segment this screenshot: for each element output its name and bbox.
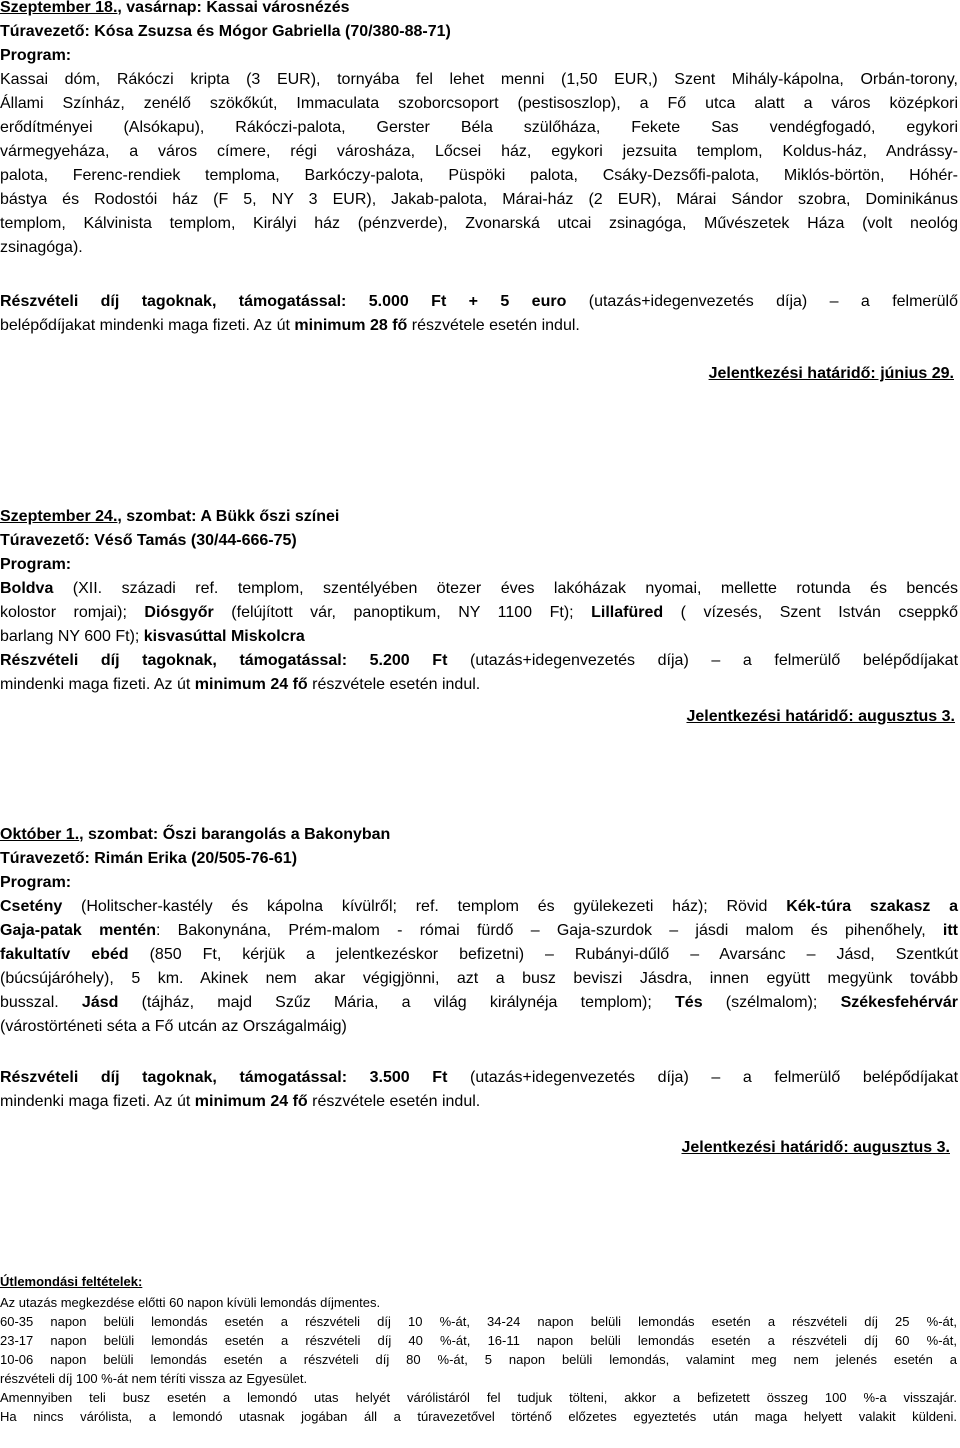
program-text: kolostor romjai); (0, 604, 145, 621)
program-text: (850 Ft, kérjük a jelentkezéskor befizetni) – Rubányi-dűlő – Avarsánc – Jásd, Szentkút (128, 946, 959, 963)
cancellation-line: 60-35 napon belüli lemondás esetén a részvételi díj 10 %-át, 34-24 napon belüli lemondás esetén a részvételi díj 25 %-át, (0, 1314, 957, 1329)
fee-label: Részvételi díj tagoknak, támogatással: 5.200 Ft (0, 652, 448, 669)
cancellation-line: 23-17 napon belüli lemondás esetén a részvételi díj 40 %-át, 16-11 napon belüli lemondás esetén a részvételi díj 60 %-át, (0, 1333, 957, 1348)
trip-1-fee (0, 290, 958, 338)
fee-text: belépődíjakat mindenki maga fizeti. Az út (0, 317, 295, 334)
place-name: Boldva (0, 580, 54, 597)
trip-2-deadline-row (0, 705, 955, 729)
program-line: zsinagóga). (0, 239, 83, 256)
trip-title (0, 0, 958, 20)
program-text: (Holitscher-kastély és kápolna kívülről; ref. templom és gyülekezeti ház); Rövid (62, 898, 787, 915)
program-line: Állami Színház, zenélő szökőkút, Immaculata szoborcsoport (pestisoszlop), a Fő utca alatt a város középkori (0, 95, 958, 112)
program-line: Kassai dóm, Rákóczi kripta (3 EUR), tornyába fel lehet menni (1,50 EUR,) Szent Mihály-kápolna, Orbán-torony, (0, 71, 958, 88)
min-participants: minimum 24 fő (194, 676, 308, 693)
fee-line-2 (0, 673, 958, 697)
cancellation-line: Az utazás megkezdése előtti 60 napon kívüli lemondás díjmentes. (0, 1295, 381, 1310)
program-line: erődítményei (Alsókapu), Rákóczi-palota, Gerster Béla szülőháza, Fekete Sas vendégfogadó, egykori (0, 119, 958, 136)
place-name: Székesfehérvár (840, 994, 959, 1011)
highlight-text: Kék-túra szakasz a (786, 898, 959, 915)
trip-title-text: , szombat: A Bükk őszi színei (117, 508, 340, 525)
min-participants: minimum 24 fő (194, 1093, 308, 1110)
highlight-text: fakultatív ebéd (0, 946, 129, 963)
program-line: (várostörténeti séta a Fő utcán az Országalmáig) (0, 1018, 347, 1035)
program-text: (felújított vár, panoptikum, NY 1100 Ft); (213, 604, 592, 621)
place-name: kisvasúttal Miskolcra (143, 628, 305, 645)
fee-detail: (utazás+idegenvezetés díja) – a felmerülő belépődíjakat (470, 652, 959, 669)
program-text: : Bakonynána, Prém-malom - római fürdő – Gaja-szurdok – jásdi malom és pihenőhely, (155, 922, 943, 939)
program-text: (XII. századi ref. templom, szentélyében ötezer éves lakóházak nyomai, mellette rotunda és bencés (53, 580, 958, 597)
trip-guide: Túravezető: Kósa Zsuzsa és Mógor Gabriella (70/380-88-71) (0, 23, 451, 40)
fee-text: mindenki maga fizeti. Az út (0, 676, 195, 693)
program-text: busszal. (0, 994, 82, 1011)
program-line: palota, Ferenc-rendiek temploma, Barkóczy-palota, Püspöki palota, Csáky-Dezsőfi-palota, Miklós-börtön, Hóhér- (0, 167, 958, 184)
fee-line-2 (0, 1090, 958, 1114)
program-label: Program: (0, 874, 72, 891)
program-line (0, 577, 958, 601)
fee-text: részvétele esetén indul. (407, 317, 580, 334)
cancellation-line: részvételi díj 100 %-át nem téríti vissza az Egyesület. (0, 1371, 308, 1386)
fee-detail: (utazás+idegenvezetés díja) – a felmerülő (588, 293, 958, 310)
fee-detail: (utazás+idegenvezetés díja) – a felmerülő belépődíjakat (470, 1069, 959, 1086)
program-line (0, 895, 958, 919)
trip-date: Szeptember 18. (0, 0, 118, 16)
fee-line (0, 290, 958, 314)
trip-3 (0, 823, 958, 1039)
program-text: barlang NY 600 Ft); (0, 628, 144, 645)
program-line (0, 601, 958, 625)
deadline: Jelentkezési határidő: augusztus 3. (686, 708, 955, 725)
program-line: bástya és Rodostói ház (F 5, NY 3 EUR), Jakab-palota, Márai-ház (2 EUR), Márai Sándor szobra, Dominikánus (0, 191, 958, 208)
fee-text: részvétele esetén indul. (307, 676, 481, 693)
program-line: (búcsújáróhely), 5 km. Akinek nem akar végigjönni, azt a busz beviszi Jásdra, innen együtt megyünk tovább (0, 970, 958, 987)
trip-2 (0, 505, 958, 697)
cancellation-terms (0, 1270, 957, 1426)
program-line (0, 943, 958, 967)
deadline: Jelentkezési határidő: augusztus 3. (681, 1139, 950, 1156)
place-name: Lillafüred (591, 604, 664, 621)
trip-guide: Túravezető: Rimán Erika (20/505-76-61) (0, 850, 298, 867)
trip-title-text: , vasárnap: Kassai városnézés (117, 0, 350, 16)
program-label: Program: (0, 47, 72, 64)
program-line (0, 919, 958, 943)
place-name: Diósgyőr (144, 604, 214, 621)
trip-1-deadline-row (0, 362, 954, 386)
fee-label: Részvételi díj tagoknak, támogatással: 3.500 Ft (0, 1069, 448, 1086)
cancellation-line: Amennyiben teli busz esetén a lemondó utas helyét várólistáról fel tudjuk tölteni, akkor a befizetett összeg 100 %-a visszajár. (0, 1390, 957, 1405)
highlight-text: itt (942, 922, 959, 939)
trip-title (0, 823, 958, 847)
trip-1 (0, 0, 958, 260)
highlight-text: Gaja-patak mentén (0, 922, 156, 939)
program-text: ( vízesés, Szent István cseppkő (663, 604, 959, 621)
trip-title-text: , szombat: Őszi barangolás a Bakonyban (79, 826, 391, 843)
fee-line (0, 649, 958, 673)
trip-date: Szeptember 24. (0, 508, 118, 525)
program-line: vármegyeháza, a város címere, régi városháza, Lőcsei ház, egykori jezsuita templom, Koldus-ház, Andrássy- (0, 143, 958, 160)
fee-line (0, 1066, 958, 1090)
cancellation-line: Ha nincs várólista, a lemondó utasnak jogában áll a túravezetővel történő előzetes egyeztetés után maga helyett valakit küldeni. (0, 1409, 957, 1424)
min-participants: minimum 28 fő (294, 317, 408, 334)
fee-label: Részvételi díj tagoknak, támogatással: 5.000 Ft + 5 euro (0, 293, 567, 310)
trip-guide: Túravezető: Véső Tamás (30/44-666-75) (0, 532, 297, 549)
fee-text: mindenki maga fizeti. Az út (0, 1093, 195, 1110)
program-label: Program: (0, 556, 72, 573)
place-name: Jásd (81, 994, 119, 1011)
place-name: Csetény (0, 898, 63, 915)
program-line (0, 991, 958, 1015)
program-text: (szélmalom); (702, 994, 841, 1011)
cancellation-line: 10-06 napon belüli lemondás esetén a részvételi díj 80 %-át, 5 napon belüli lemondás, valamint meg nem jelenés esetén a (0, 1352, 957, 1367)
trip-3-fee (0, 1066, 958, 1114)
trip-3-deadline-row (0, 1136, 950, 1160)
program-text: (tájház, majd Szűz Mária, a világ királynéja templom); (118, 994, 676, 1011)
trip-title (0, 505, 958, 529)
program-line: templom, Kálvinista templom, Királyi ház (pénzverde), Zvonarská utcai zsinagóga, Művészetek Háza (volt neológ (0, 215, 958, 232)
deadline: Jelentkezési határidő: június 29. (708, 365, 954, 382)
cancellation-title: Útlemondási feltételek: (0, 1274, 143, 1289)
fee-text: részvétele esetén indul. (307, 1093, 481, 1110)
place-name: Tés (675, 994, 703, 1011)
fee-line-2 (0, 314, 958, 338)
trip-date: Október 1. (0, 826, 80, 843)
program-line (0, 625, 958, 649)
